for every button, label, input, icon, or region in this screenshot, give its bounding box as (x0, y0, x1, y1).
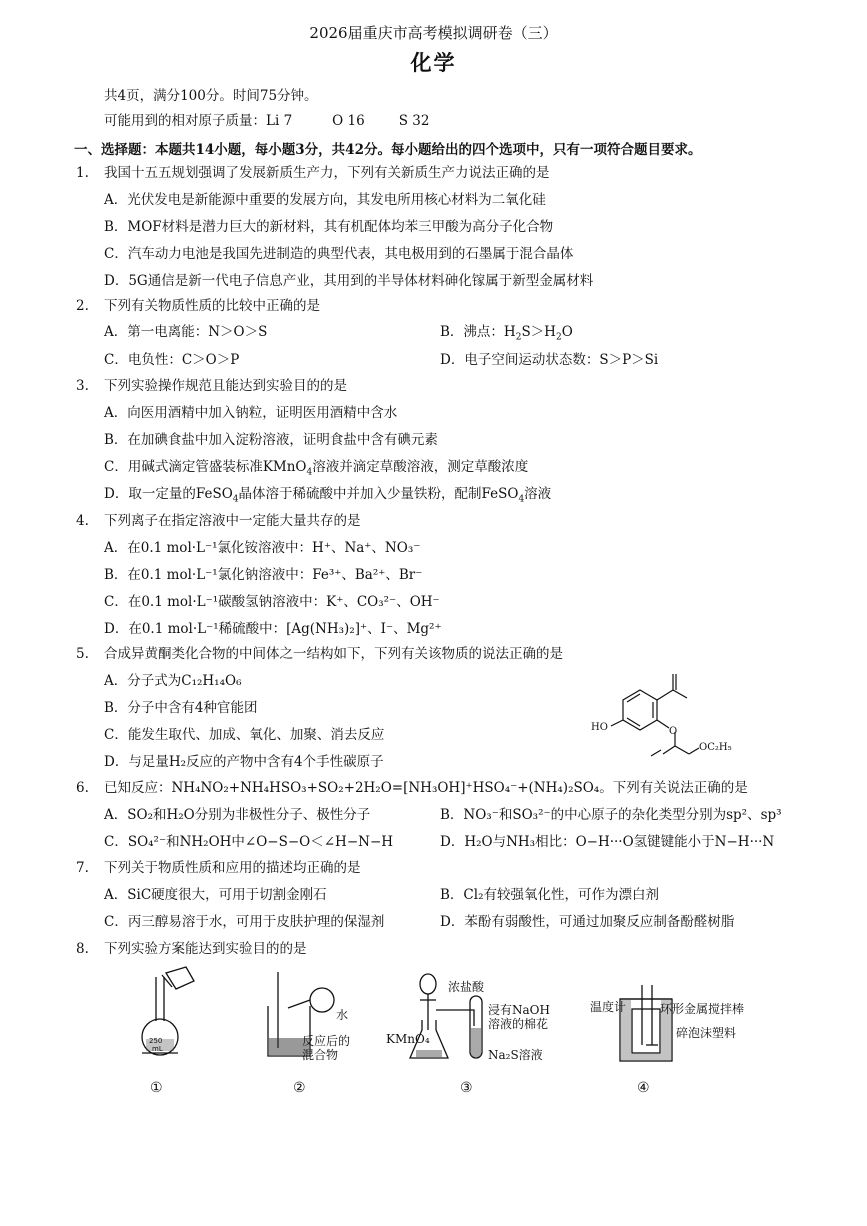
struct-ester-label: OC₂H₅ (699, 742, 732, 753)
q7-option-a: A．SiC硬度很大，可用于切割金刚石 (104, 887, 327, 903)
q2-b-pre: B．沸点：H (440, 324, 516, 340)
q2-number: 2. (76, 298, 89, 314)
q8-number: 8. (76, 941, 89, 957)
fig4-number: ④ (637, 1080, 650, 1096)
q6-option-b: B．NO₃⁻和SO₃²⁻的中心原子的杂化类型分别为sp²、sp³ (440, 807, 782, 823)
q3-stem: 下列实验操作规范且能达到实验目的的是 (104, 378, 347, 394)
q5-option-c: C．能发生取代、加成、氧化、加聚、消去反应 (104, 727, 385, 743)
q3-d-mid: 晶体溶于稀硫酸中并加入少量铁粉，配制FeSO (238, 486, 519, 502)
fig2-label-line1: 反应后的 (302, 1034, 351, 1048)
q4-number: 4. (76, 513, 89, 529)
q2-b-post: O (561, 324, 573, 340)
svg-text:250: 250 (149, 1037, 163, 1045)
q5-stem: 合成异黄酮类化合物的中间体之一结构如下，下列有关该物质的说法正确的是 (104, 646, 563, 662)
q5-option-d: D．与足量H₂反应的产物中含有4个手性碳原子 (104, 754, 384, 770)
exam-info: 共4页，满分100分。时间75分钟。 (104, 88, 318, 104)
q7-number: 7. (76, 860, 89, 876)
q5-structure-diagram (585, 668, 735, 768)
fig4-foam-label: 碎泡沫塑料 (676, 1026, 737, 1040)
q1-number: 1. (76, 165, 89, 181)
q6-option-c: C．SO₄²⁻和NH₂OH中∠O−S−O＜∠H−N−H (104, 834, 394, 850)
q3-number: 3. (76, 378, 89, 394)
q3-option-d (104, 485, 551, 503)
fig3-naoh-label-1: 浸有NaOH (488, 1003, 550, 1017)
q1-option-c: C．汽车动力电池是我国先进制造的典型代表，其电极用到的石墨属于混合晶体 (104, 246, 574, 262)
q2-option-d: D．电子空间运动状态数：S＞P＞Si (440, 352, 659, 368)
q3-option-a: A．向医用酒精中加入钠粒，证明医用酒精中含水 (104, 405, 398, 421)
fig3-number: ③ (460, 1080, 473, 1096)
q4-option-a: A．在0.1 mol·L⁻¹氯化铵溶液中：H⁺、Na⁺、NO₃⁻ (104, 540, 421, 556)
atomic-mass-li: Li 7 (266, 113, 293, 129)
q2-b-sub1: 2 (515, 332, 522, 343)
q6-option-d: D．H₂O与NH₃相比：O−H···O氢键键能小于N−H···N (440, 834, 775, 850)
atomic-mass-prefix: 可能用到的相对原子质量： (104, 113, 266, 129)
exam-title: 2026届重庆市高考模拟调研卷（三） (309, 24, 558, 42)
q2-option-a: A．第一电离能：N＞O＞S (104, 324, 268, 340)
atomic-mass-o: O 16 (332, 113, 365, 129)
fig3-kmno4-label: KMnO₄ (386, 1032, 430, 1046)
q3-d-pre: D．取一定量的FeSO (104, 486, 233, 502)
q4-option-c: C．在0.1 mol·L⁻¹碳酸氢钠溶液中：K⁺、CO₃²⁻、OH⁻ (104, 594, 440, 610)
struct-ho-label: HO (591, 722, 608, 733)
q3-d-sub2: 4 (518, 494, 525, 505)
q2-option-b (440, 323, 573, 341)
section-heading: 一、选择题：本题共14小题，每小题3分，共42分。每小题给出的四个选项中，只有一项符合题目要求。 (74, 142, 702, 158)
fig2-water-label: 水 (336, 1008, 349, 1022)
atomic-mass-s: S 32 (398, 113, 430, 129)
q1-option-a: A．光伏发电是新能源中重要的发展方向，其发电所用核心材料为二氧化硅 (104, 192, 546, 208)
q3-option-b: B．在加碘食盐中加入淀粉溶液，证明食盐中含有碘元素 (104, 432, 438, 448)
subject-title: 化学 (410, 50, 457, 75)
q4-option-d: D．在0.1 mol·L⁻¹稀硫酸中：[Ag(NH₃)₂]⁺、I⁻、Mg²⁺ (104, 621, 442, 637)
q2-stem: 下列有关物质性质的比较中正确的是 (104, 298, 320, 314)
fig3-na2s-label: Na₂S溶液 (488, 1048, 543, 1062)
fig3-naoh-label-2: 溶液的棉花 (488, 1017, 549, 1031)
q1-option-d: D．5G通信是新一代电子信息产业，其用到的半导体材料砷化镓属于新型金属材料 (104, 273, 594, 289)
q4-stem: 下列离子在指定溶液中一定能大量共存的是 (104, 513, 361, 529)
q7-option-c: C．丙三醇易溶于水，可用于皮肤护理的保湿剂 (104, 914, 385, 930)
svg-text:O: O (669, 726, 678, 737)
q8-stem: 下列实验方案能达到实验目的的是 (104, 941, 307, 957)
fig4-stirrer-label: 环形金属搅拌棒 (660, 1002, 745, 1016)
q5-option-a: A．分子式为C₁₂H₁₄O₆ (104, 673, 242, 689)
q3-option-c (104, 458, 528, 476)
q1-option-b: B．MOF材料是潜力巨大的新材料，其有机配体均苯三甲酸为高分子化合物 (104, 219, 554, 235)
q5-option-b: B．分子中含有4种官能团 (104, 700, 258, 716)
q3-d-post: 溶液 (524, 486, 552, 502)
q3-c-sub: 4 (306, 467, 313, 478)
q7-stem: 下列关于物质性质和应用的描述均正确的是 (104, 860, 361, 876)
q3-d-sub: 4 (232, 494, 239, 505)
fig1-number: ① (150, 1080, 163, 1096)
fig4-thermometer-label: 温度计 (590, 1000, 627, 1014)
q6-stem: 已知反应：NH₄NO₂+NH₄HSO₃+SO₂+2H₂O=[NH₃OH]⁺HSO₄⁻+(NH₄)₂SO₄。下列有关说法正确的是 (104, 780, 748, 796)
q2-b-mid: S＞H (521, 324, 556, 340)
svg-text:mL: mL (152, 1045, 163, 1053)
fig2-number: ② (293, 1080, 306, 1096)
q7-option-b: B．Cl₂有较强氧化性，可作为漂白剂 (440, 887, 659, 903)
q2-option-c: C．电负性：C＞O＞P (104, 352, 240, 368)
q3-c-post: 溶液并滴定草酸溶液，测定草酸浓度 (312, 459, 529, 475)
atomic-mass-line (104, 112, 429, 130)
benzene-ring (623, 690, 657, 730)
fig4-calorimeter (616, 985, 676, 1065)
q4-option-b: B．在0.1 mol·L⁻¹氯化钠溶液中：Fe³⁺、Ba²⁺、Br⁻ (104, 567, 423, 583)
q6-option-a: A．SO₂和H₂O分别为非极性分子、极性分子 (104, 807, 371, 823)
q3-c-pre: C．用碱式滴定管盛装标准KMnO (104, 459, 307, 475)
q5-number: 5. (76, 646, 89, 662)
fig3-acid-label: 浓盐酸 (448, 980, 485, 994)
q2-b-sub2: 2 (555, 332, 562, 343)
q6-number: 6. (76, 780, 89, 796)
fig1-volumetric-flask (128, 965, 198, 1065)
q1-stem: 我国十五五规划强调了发展新质生产力，下列有关新质生产力说法正确的是 (104, 165, 550, 181)
q7-option-d: D．苯酚有弱酸性，可通过加聚反应制备酚醛树脂 (440, 914, 735, 930)
fig2-label-line2: 混合物 (302, 1048, 339, 1062)
